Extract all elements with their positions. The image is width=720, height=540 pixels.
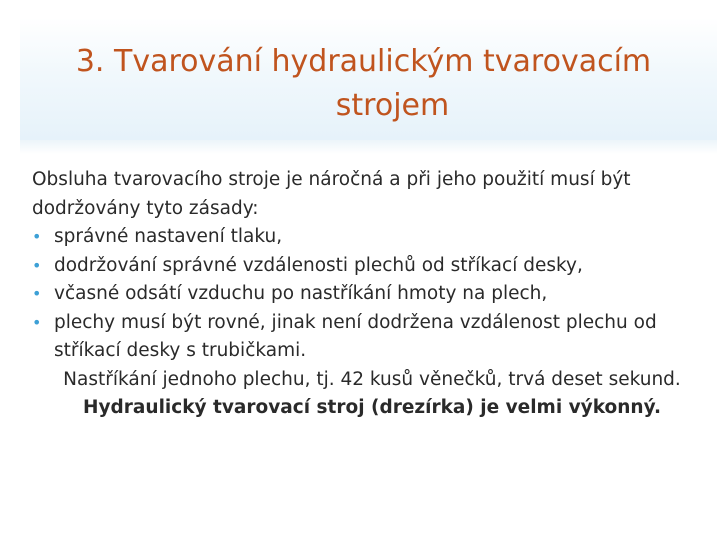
intro-line2: dodržovány tyto zásady: bbox=[32, 197, 259, 219]
conclusion-line: Hydraulický tvarovací stroj (drezírka) je velmi výkonný. bbox=[83, 397, 661, 418]
bullet-icon: • bbox=[32, 312, 42, 332]
slide-body bbox=[32, 166, 712, 423]
bullet-item bbox=[32, 309, 712, 366]
bullet-item bbox=[32, 223, 712, 252]
intro-line1: Obsluha tvarovacího stroje je náročná a při jeho použití musí být bbox=[32, 169, 631, 190]
bullet-icon: • bbox=[32, 255, 42, 275]
bullet-text: plechy musí být rovné, jinak není dodržena vzdálenost plechu od bbox=[54, 311, 657, 333]
bullet-text: správné nastavení tlaku, bbox=[54, 226, 283, 247]
bullet-icon: • bbox=[32, 227, 42, 246]
slide-title-line2: strojem bbox=[335, 88, 450, 123]
bullet-item bbox=[32, 252, 712, 281]
note-line: Nastříkání jednoho plechu, tj. 42 kusů věnečků, trvá deset sekund. bbox=[63, 368, 681, 390]
bullet-item bbox=[32, 280, 712, 309]
bullet-icon: • bbox=[32, 284, 42, 303]
slide-title-line1: 3. Tvarování hydraulickým tvarovacím bbox=[75, 44, 652, 79]
bullet-text: dodržování správné vzdálenosti plechů od stříkací desky, bbox=[54, 254, 583, 276]
bullet-text: včasné odsátí vzduchu po nastříkání hmoty na plech, bbox=[54, 283, 548, 304]
bullet-text-continued: stříkací desky s trubičkami. bbox=[54, 340, 307, 361]
title-band-shadow bbox=[20, 140, 717, 154]
slide-title bbox=[20, 40, 717, 128]
